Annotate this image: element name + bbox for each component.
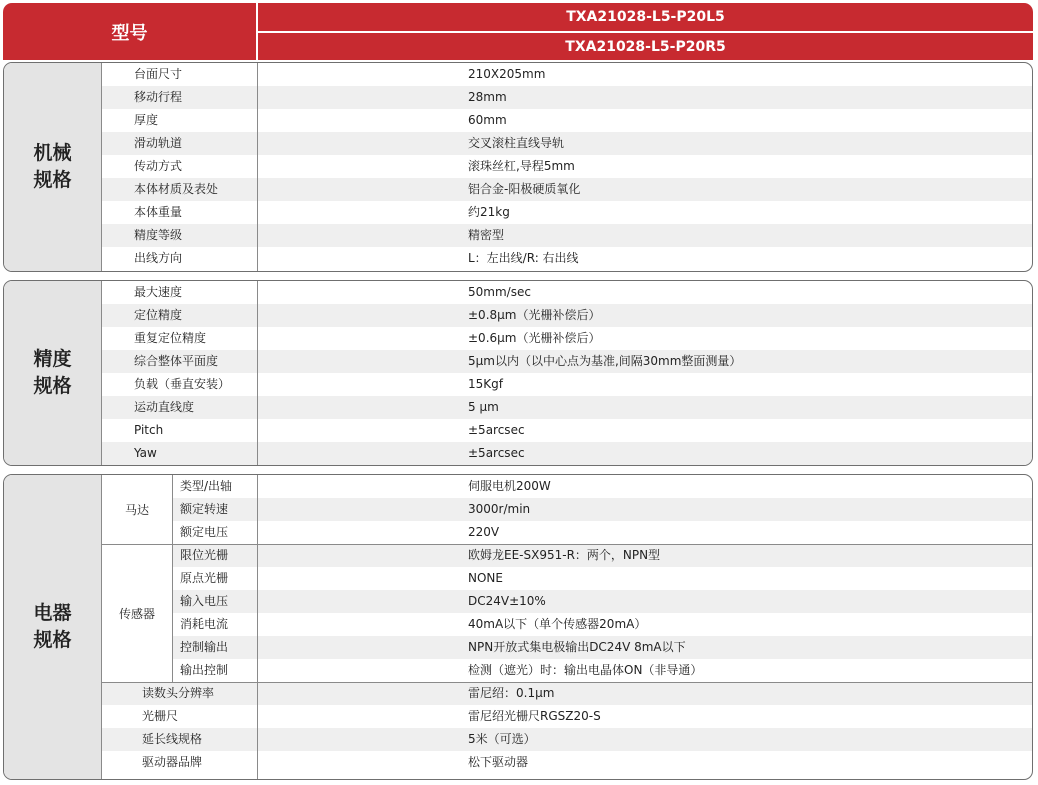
section-title-line1: 电器: [33, 602, 72, 624]
table-header: [3, 3, 1033, 60]
spec-value: ±5arcsec: [468, 446, 525, 460]
spec-label: 重复定位精度: [134, 331, 207, 345]
spec-value: ±0.8μm（光栅补偿后）: [468, 308, 601, 322]
table-row: [102, 751, 1032, 774]
mechanical-section: [3, 62, 1033, 272]
model-name-l: TXA21028-L5-P20L5: [566, 9, 725, 25]
spec-value: 精密型: [468, 228, 505, 242]
group-divider: [102, 544, 1032, 545]
table-row: [102, 396, 1032, 419]
spec-label: 驱动器品牌: [142, 755, 203, 769]
spec-label: 精度等级: [134, 228, 183, 242]
column-divider: [101, 475, 102, 779]
spec-label: 类型/出轴: [180, 479, 233, 493]
spec-value: 伺服电机200W: [468, 479, 551, 493]
column-divider: [172, 475, 173, 682]
table-row: [102, 567, 1032, 590]
table-row: [102, 521, 1032, 544]
table-row: [102, 728, 1032, 751]
table-row: [102, 86, 1032, 109]
table-row: [102, 281, 1032, 304]
spec-value: 交叉滚柱直线导轨: [468, 136, 565, 150]
precision-section: [3, 280, 1033, 466]
column-divider: [257, 63, 258, 271]
section-title: [4, 281, 101, 465]
table-row: [102, 109, 1032, 132]
model-label: 型号: [111, 22, 148, 44]
spec-value: 欧姆龙EE-SX951-R：两个，NPN型: [468, 548, 661, 562]
motor-group-label: 马达: [102, 475, 172, 544]
spec-value: 220V: [468, 525, 500, 539]
spec-label: 读数头分辨率: [142, 686, 215, 700]
table-row: [102, 475, 1032, 498]
table-row: [102, 201, 1032, 224]
spec-label: 最大速度: [134, 285, 183, 299]
spec-label: 额定转速: [180, 502, 229, 516]
table-row: [102, 350, 1032, 373]
spec-label: 消耗电流: [180, 617, 229, 631]
spec-label: 输入电压: [180, 594, 229, 608]
spec-label: 控制输出: [180, 640, 229, 654]
spec-value: 3000r/min: [468, 502, 531, 516]
spec-value: 雷尼绍：0.1μm: [468, 686, 555, 700]
spec-value: 15Kgf: [468, 377, 503, 391]
spec-value: ±5arcsec: [468, 423, 525, 437]
group-divider: [102, 682, 1032, 683]
spec-label: 限位光栅: [180, 548, 229, 562]
spec-value: 210X205mm: [468, 67, 546, 81]
spec-value: ±0.6μm（光栅补偿后）: [468, 331, 601, 345]
spec-value: 50mm/sec: [468, 285, 531, 299]
spec-label: 厚度: [134, 113, 159, 127]
spec-value: NPN开放式集电极输出DC24V 8mA以下: [468, 640, 686, 654]
spec-label: Yaw: [134, 446, 157, 460]
spec-value: 28mm: [468, 90, 507, 104]
column-divider: [257, 281, 258, 465]
spec-value: 检测（遮光）时：输出电晶体ON（非导通）: [468, 663, 703, 677]
table-row: [102, 304, 1032, 327]
table-row: [102, 63, 1032, 86]
spec-label: 本体重量: [134, 205, 183, 219]
column-divider: [257, 475, 258, 779]
spec-label: 负载（垂直安装）: [134, 377, 231, 391]
table-row: [102, 442, 1032, 465]
spec-value: NONE: [468, 571, 503, 585]
table-row: [102, 132, 1032, 155]
section-title-line2: 规格: [33, 629, 72, 651]
table-row: [102, 705, 1032, 728]
electrical-section: [3, 474, 1033, 780]
table-row: [102, 590, 1032, 613]
table-row: [102, 327, 1032, 350]
spec-label: 原点光栅: [180, 571, 229, 585]
table-row: [102, 224, 1032, 247]
section-title: [4, 475, 101, 779]
spec-value: 5米（可选）: [468, 732, 536, 746]
spec-label: 额定电压: [180, 525, 229, 539]
section-title-line2: 规格: [33, 375, 72, 397]
spec-value: 60mm: [468, 113, 507, 127]
spec-value: 滚珠丝杠,导程5mm: [468, 159, 575, 173]
table-row: [102, 659, 1032, 682]
table-row: [102, 613, 1032, 636]
section-title: [4, 63, 101, 271]
spec-label: 本体材质及表处: [134, 182, 219, 196]
spec-label: 综合整体平面度: [134, 354, 219, 368]
table-row: [102, 544, 1032, 567]
spec-value: 约21kg: [468, 205, 510, 219]
spec-label: 传动方式: [134, 159, 183, 173]
sensor-group-label: 传感器: [102, 544, 172, 682]
spec-value: 雷尼绍光栅尺RGSZ20-S: [468, 709, 601, 723]
table-row: [102, 178, 1032, 201]
section-title-line1: 精度: [33, 348, 72, 370]
spec-label: 滑动轨道: [134, 136, 183, 150]
spec-value: 40mA以下（单个传感器20mA）: [468, 617, 647, 631]
column-divider: [101, 281, 102, 465]
spec-value: L：左出线/R: 右出线: [468, 251, 579, 265]
table-row: [102, 155, 1032, 178]
spec-value: 铝合金-阳极硬质氧化: [468, 182, 581, 196]
spec-label: 运动直线度: [134, 400, 195, 414]
table-row: [102, 419, 1032, 442]
table-row: [102, 682, 1032, 705]
section-title-line1: 机械: [33, 142, 72, 164]
spec-label: 移动行程: [134, 90, 183, 104]
spec-label: 延长线规格: [142, 732, 203, 746]
table-row: [102, 373, 1032, 396]
spec-label: 出线方向: [134, 251, 183, 265]
spec-label: 台面尺寸: [134, 67, 183, 81]
spec-label: Pitch: [134, 423, 164, 437]
table-row: [102, 636, 1032, 659]
section-title-line2: 规格: [33, 169, 72, 191]
table-row: [102, 247, 1032, 270]
spec-value: 5 μm: [468, 400, 499, 414]
spec-value: 松下驱动器: [468, 755, 529, 769]
spec-label: 光栅尺: [142, 709, 179, 723]
spec-value: 5μm以内（以中心点为基准,间隔30mm整面测量）: [468, 354, 742, 368]
table-row: [102, 498, 1032, 521]
column-divider: [101, 63, 102, 271]
spec-label: 定位精度: [134, 308, 183, 322]
spec-label: 输出控制: [180, 663, 229, 677]
model-name-r: TXA21028-L5-P20R5: [565, 39, 726, 55]
spec-value: DC24V±10%: [468, 594, 546, 608]
